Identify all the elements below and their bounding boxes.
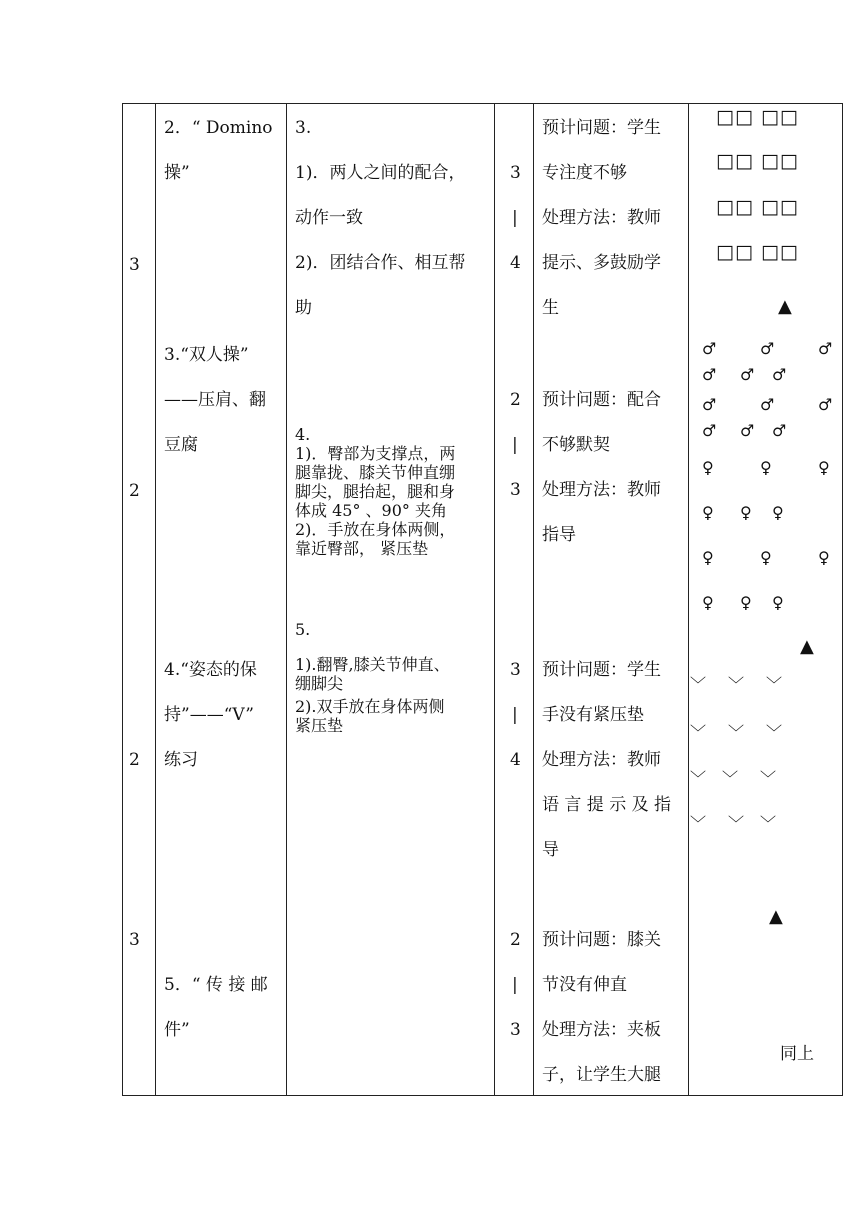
row-1-time-start: 3	[510, 163, 521, 183]
row-1-count: 3	[129, 255, 140, 275]
column-divider	[155, 103, 156, 1096]
row-4-time-sep: |	[512, 975, 518, 995]
row-2-title-line-3: 豆腐	[164, 435, 198, 455]
teacher-triangle-icon: ▲	[800, 636, 814, 657]
male-symbol-icon: ♂	[702, 395, 717, 414]
row-1-points-line-1: 3.	[295, 118, 312, 138]
teacher-triangle-icon: ▲	[778, 296, 792, 317]
v-pose-icon: ﹀	[690, 769, 707, 788]
row-4-issue-line-3: 处理方法：夹板	[542, 1020, 661, 1040]
row-1-points-line-2: 1)．两人之间的配合，	[295, 163, 466, 183]
female-symbol-icon: ♀	[772, 503, 784, 522]
row-3-time-sep: |	[512, 705, 518, 725]
formation-box-row: □□ □□	[716, 196, 799, 218]
female-symbol-icon: ♀	[702, 548, 714, 567]
row-1-time-end: 4	[510, 253, 521, 273]
row-1-title-line-2: 操”	[164, 163, 190, 183]
row-4-issue-line-1: 预计问题：膝关	[542, 930, 661, 950]
male-symbol-icon: ♂	[818, 395, 833, 414]
row-3-points-line-3: 绷脚尖	[295, 674, 344, 693]
row-3-time-end: 4	[510, 750, 521, 770]
row-2-issue-line-3: 处理方法：教师	[542, 480, 661, 500]
row-4-issue-line-2: 节没有伸直	[542, 975, 627, 995]
v-pose-icon: ﹀	[766, 723, 783, 742]
row-3-points-line-2: 1).翻臀,膝关节伸直、	[295, 655, 450, 674]
row-3-time-start: 3	[510, 660, 521, 680]
row-2-points-line-6: 2)．手放在身体两侧，	[295, 520, 456, 539]
column-divider	[533, 103, 534, 1096]
formation-box-row: □□ □□	[716, 150, 799, 172]
row-1-issue-line-2: 专注度不够	[542, 163, 627, 183]
male-symbol-icon: ♂	[772, 365, 787, 384]
male-symbol-icon: ♂	[772, 421, 787, 440]
row-3-points-line-5: 紧压垫	[295, 716, 344, 735]
male-symbol-icon: ♂	[702, 421, 717, 440]
row-2-points-line-5: 体成 45° 、90° 夹角	[295, 501, 447, 520]
male-symbol-icon: ♂	[818, 339, 833, 358]
row-2-points-line-3: 腿靠拢、膝关节伸直绷	[295, 463, 456, 482]
row-1-time-sep: |	[512, 208, 518, 228]
female-symbol-icon: ♀	[818, 548, 830, 567]
row-3-points-line-4: 2).双手放在身体两侧	[295, 697, 445, 716]
row-2-title-line-2: ——压肩、翻	[164, 390, 266, 410]
formation-box-row: □□ □□	[716, 241, 799, 263]
row-1-issue-line-1: 预计问题：学生	[542, 118, 661, 138]
row-3-issue-line-3: 处理方法：教师	[542, 750, 661, 770]
row-1-points-line-4: 2)．团结合作、相互帮	[295, 253, 466, 273]
v-pose-icon: ﹀	[766, 675, 783, 694]
row-1-issue-line-3: 处理方法：教师	[542, 208, 661, 228]
v-pose-icon: ﹀	[690, 675, 707, 694]
row-1-points-line-3: 动作一致	[295, 208, 363, 228]
row-4-issue-line-4: 子，让学生大腿	[542, 1065, 661, 1085]
row-3-title-line-1: 4.“姿态的保	[164, 660, 257, 680]
male-symbol-icon: ♂	[702, 365, 717, 384]
row-2-issue-line-4: 指导	[542, 525, 576, 545]
v-pose-icon: ﹀	[728, 723, 745, 742]
female-symbol-icon: ♀	[772, 593, 784, 612]
female-symbol-icon: ♀	[740, 503, 752, 522]
row-2-title-line-1: 3.“双人操”	[164, 345, 249, 365]
row-2-time-sep: |	[512, 435, 518, 455]
female-symbol-icon: ♀	[740, 593, 752, 612]
male-symbol-icon: ♂	[740, 365, 755, 384]
teacher-triangle-icon: ▲	[769, 906, 783, 927]
row-2-points-line-7: 靠近臀部， 紧压垫	[295, 539, 429, 558]
formation-box-row: □□ □□	[716, 106, 799, 128]
row-3-issue-line-1: 预计问题：学生	[542, 660, 661, 680]
female-symbol-icon: ♀	[702, 458, 714, 477]
v-pose-icon: ﹀	[690, 723, 707, 742]
row-2-time-start: 2	[510, 390, 521, 410]
row-2-time-end: 3	[510, 480, 521, 500]
row-1-issue-line-5: 生	[542, 298, 559, 318]
male-symbol-icon: ♂	[702, 339, 717, 358]
row-1-title-line-1: 2．“ Domino	[164, 118, 273, 138]
v-pose-icon: ﹀	[690, 814, 707, 833]
male-symbol-icon: ♂	[740, 421, 755, 440]
v-pose-icon: ﹀	[760, 769, 777, 788]
male-symbol-icon: ♂	[760, 339, 775, 358]
v-pose-icon: ﹀	[728, 814, 745, 833]
v-pose-icon: ﹀	[728, 675, 745, 694]
female-symbol-icon: ♀	[818, 458, 830, 477]
row-3-issue-line-5: 导	[542, 840, 559, 860]
row-2-issue-line-1: 预计问题：配合	[542, 390, 661, 410]
female-symbol-icon: ♀	[760, 458, 772, 477]
row-3-title-line-3: 练习	[164, 750, 198, 770]
row-3-points-line-1: 5.	[295, 620, 311, 639]
row-4-time-start: 2	[510, 930, 521, 950]
female-symbol-icon: ♀	[702, 503, 714, 522]
male-symbol-icon: ♂	[760, 395, 775, 414]
row-1-issue-line-4: 提示、多鼓励学	[542, 253, 661, 273]
row-4-title-line-1: 5．“ 传 接 邮	[164, 975, 268, 995]
row-1-points-line-5: 助	[295, 298, 312, 318]
row-2-issue-line-2: 不够默契	[542, 435, 610, 455]
row-3-count: 2	[129, 750, 140, 770]
row-2-count: 2	[129, 481, 140, 501]
row-3-title-line-2: 持”——“V”	[164, 705, 254, 725]
column-divider	[688, 103, 689, 1096]
row-4-count: 3	[129, 930, 140, 950]
row-3-issue-line-2: 手没有紧压垫	[542, 705, 644, 725]
row-2-points-line-2: 1)．臀部为支撑点，两	[295, 444, 456, 463]
column-divider	[286, 103, 287, 1096]
same-as-above-note: 同上	[780, 1044, 814, 1064]
v-pose-icon: ﹀	[760, 814, 777, 833]
row-2-points-line-1: 4.	[295, 425, 311, 444]
v-pose-icon: ﹀	[722, 769, 739, 788]
row-4-title-line-2: 件”	[164, 1020, 190, 1040]
row-3-issue-line-4: 语 言 提 示 及 指	[542, 795, 672, 815]
female-symbol-icon: ♀	[760, 548, 772, 567]
female-symbol-icon: ♀	[702, 593, 714, 612]
row-4-time-end: 3	[510, 1020, 521, 1040]
column-divider	[494, 103, 495, 1096]
row-2-points-line-4: 脚尖，腿抬起，腿和身	[295, 482, 456, 501]
